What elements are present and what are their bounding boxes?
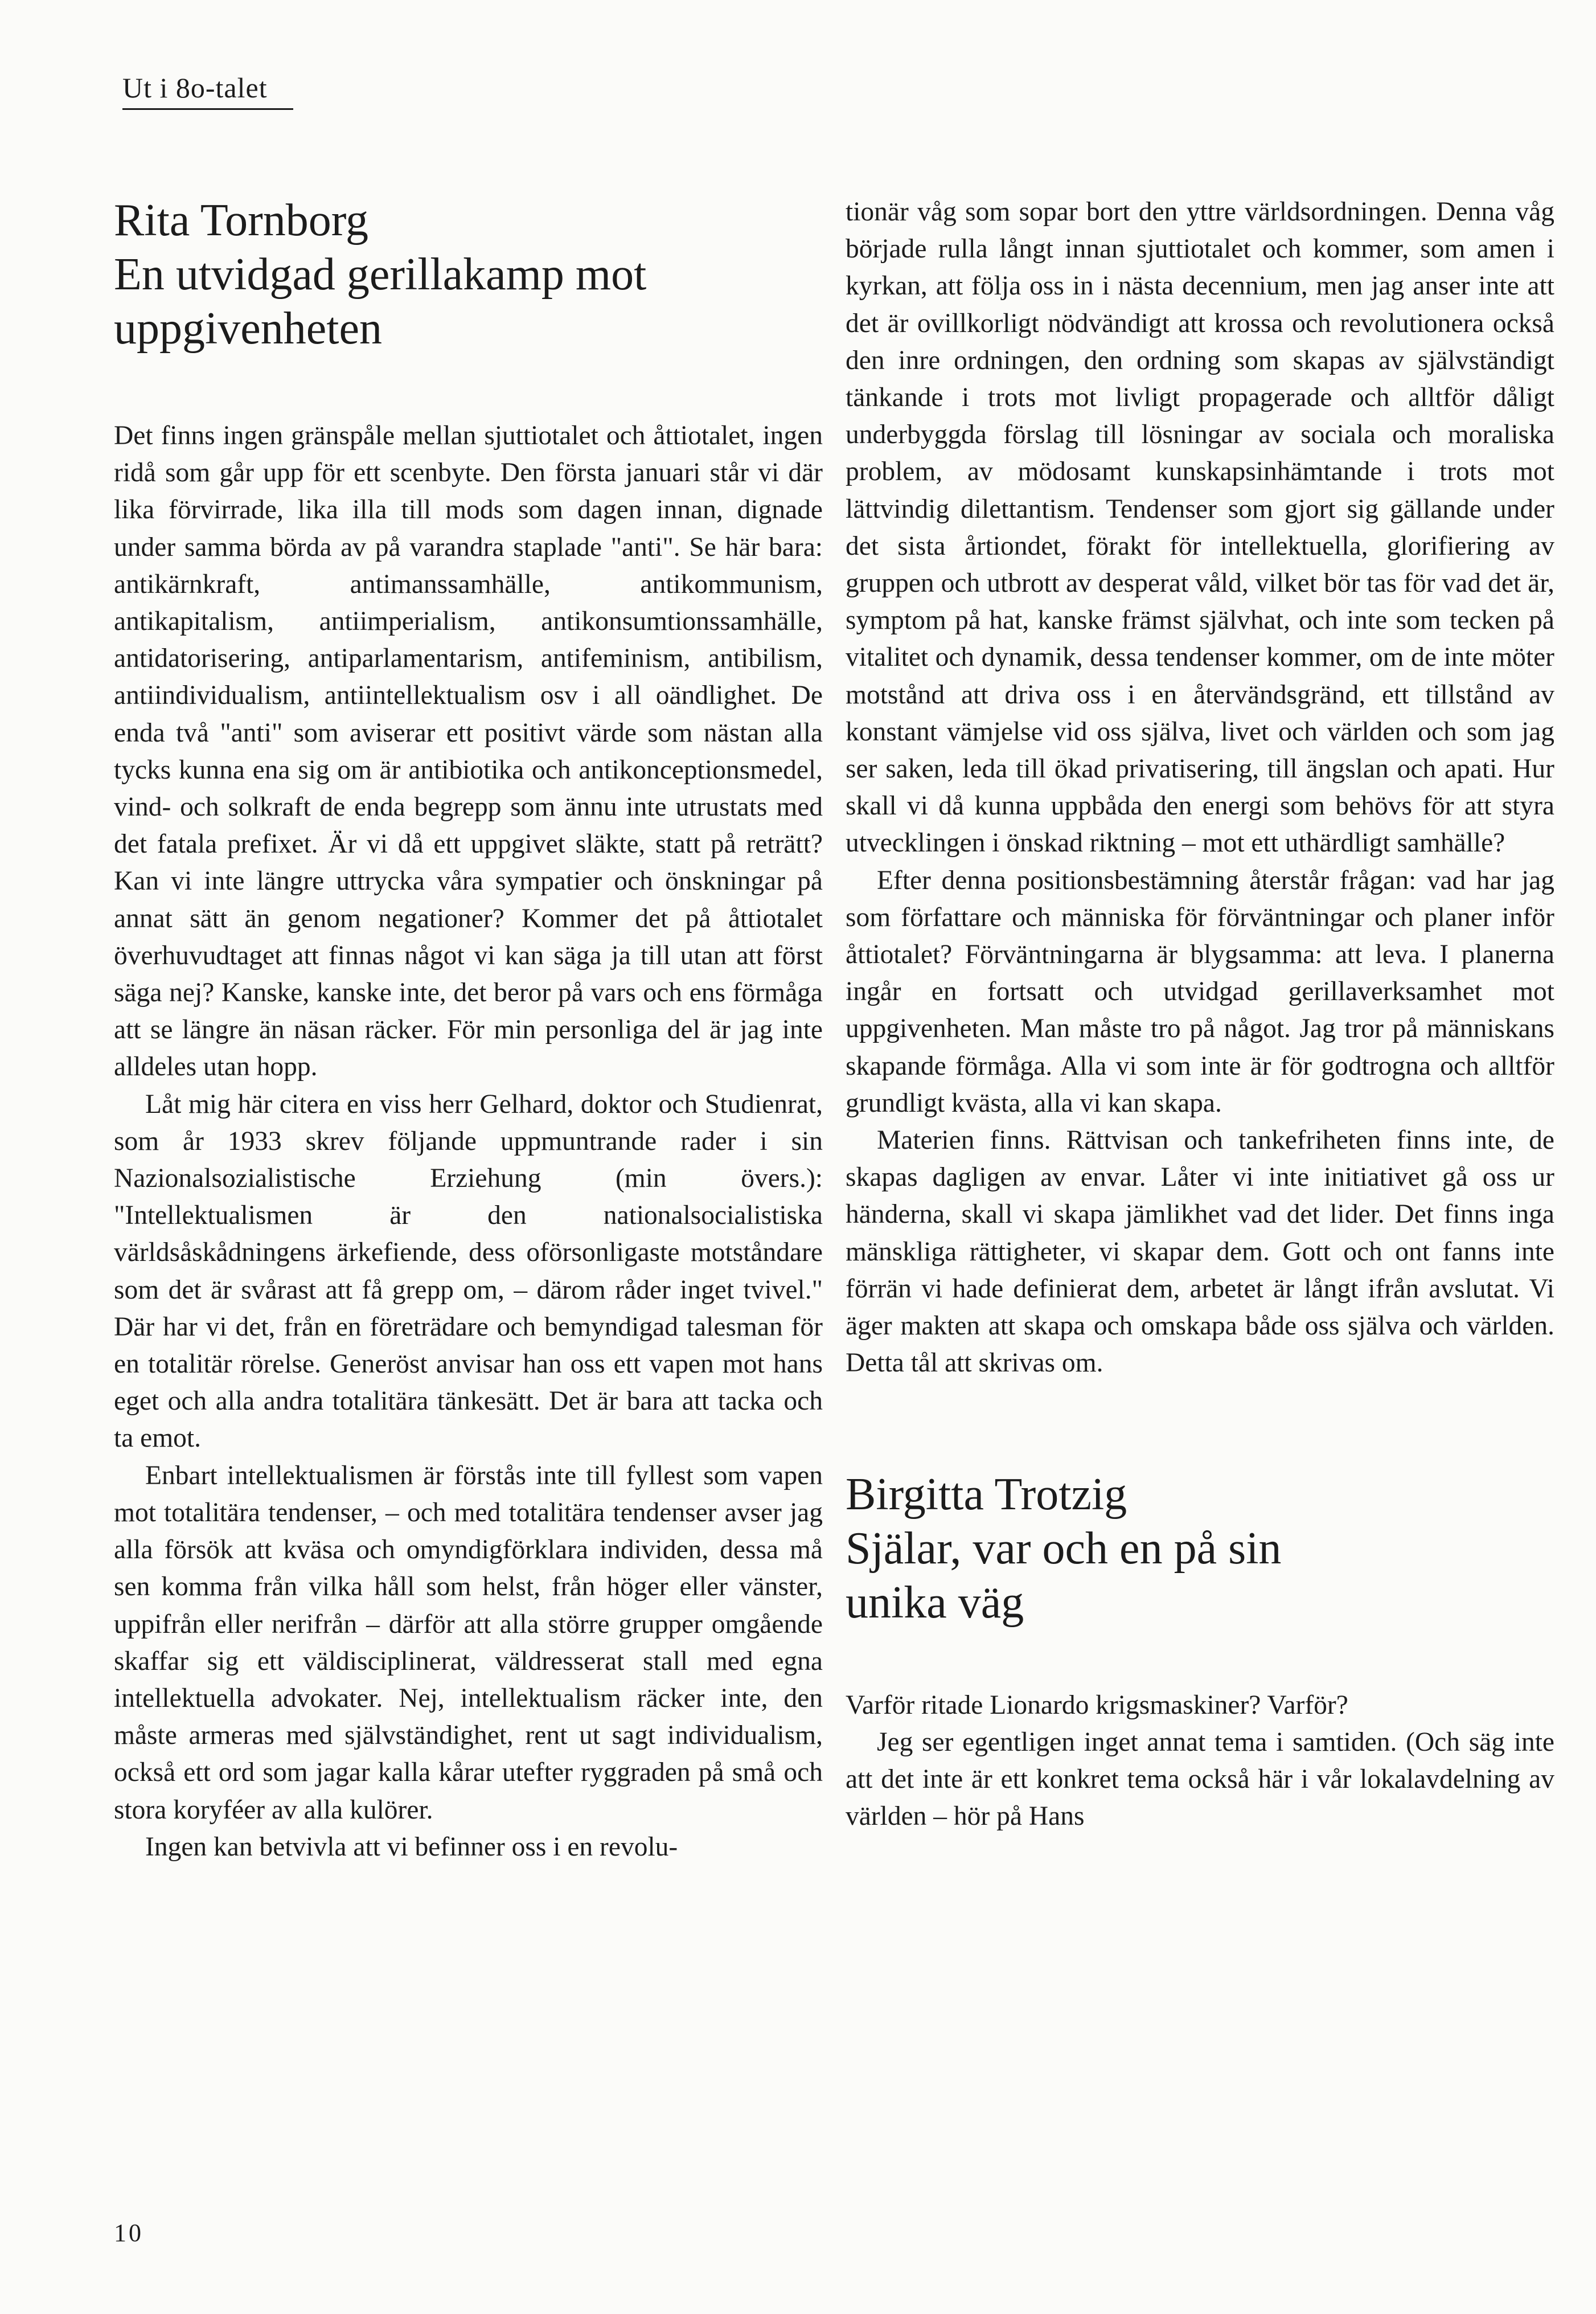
article-title-line-2: unika väg (846, 1577, 1024, 1628)
running-head-rule (122, 108, 293, 110)
left-column (114, 194, 823, 1866)
article-title-line-2: uppgivenheten (114, 304, 382, 354)
article-heading-tornborg (114, 194, 823, 356)
body-paragraph: Ingen kan betvivla att vi befinner oss i en revolu- (145, 1832, 678, 1862)
body-paragraph: Jeg ser egentligen inget annat tema i samtiden. (Och säg inte att det inte är ett konkret tema också här i vår lokalavdelning av världen – hör på Hans (846, 1727, 1554, 1832)
body-paragraph: Materien finns. Rättvisan och tankefriheten finns inte, de skapas dagligen av envar. Låter vi inte initiativet gå oss ur händerna, skall vi skapa jämlikhet vad det lider. Det finns inga mänskliga rättigheter, vi skapar dem. Gott och ont fanns inte förrän vi hade definierat dem, arbetet är långt ifrån avslutat. Vi äger makten att skapa och omskapa både oss själva och världen. Detta tål att skrivas om. (846, 1125, 1554, 1378)
body-paragraph: Låt mig här citera en viss herr Gelhard, doktor och Studienrat, som år 1933 skrev följande uppmuntrande rader i sin Nazionalsozialistische Erziehung (min övers.): "Intellektualismen är den nationalsocialistiska världsåskådningens ärkefiende, dess oförsonligaste motståndare som det är svårast att få grepp om, – därom råder inget tvivel." Där har vi det, från en företrädare och bemyndigad talesman för en totalitär rörelse. Generöst anvisar han oss ett vapen mot hans eget och alla andra totalitära tänkesätt. Det är bara att tacka och ta emot. (114, 1089, 823, 1453)
article-author: Rita Tornborg (114, 195, 368, 245)
body-paragraph: Efter denna positionsbestämning återstår frågan: vad har jag som författare och människa för förväntningar och planer inför åttiotalet? Förväntningarna är blygsamma: att leva. I planerna ingår en fortsatt och utvidgad gerillaverksamhet mot uppgivenheten. Man måste tro på något. Jag tror på människans skapande förmåga. Alla vi som inte är för godtrogna och alltför grundligt kvästa, alla vi kan skapa. (846, 865, 1554, 1118)
page-number: 10 (114, 2219, 143, 2247)
body-paragraph: Enbart intellektualismen är förstås inte till fyllest som vapen mot totalitära tendenser, – och med totalitära tendenser avser jag alla försök att kväsa och omyndigförklara individen, dessa må sen komma från vilka håll som helst, från höger eller vänster, uppifrån eller nerifrån – därför att alla större grupper omgående skaffar sig ett väldisciplinerat, väldresserat stall med egna intellektuella advokater. Nej, intellektualism räcker inte, den måste armeras med självständighet, rent ut sagt individualism, också ett ord som jagar kalla kårar utefter ryggraden på små och stora koryféer av alla kulörer. (114, 1460, 823, 1825)
article-title-line-1: En utvidgad gerillakamp mot (114, 249, 647, 300)
body-paragraph: Varför ritade Lionardo krigsmaskiner? Varför? (846, 1690, 1348, 1720)
article-author: Birgitta Trotzig (846, 1469, 1127, 1520)
right-column (846, 194, 1554, 1835)
article-title-line-1: Själar, var och en på sin (846, 1523, 1282, 1574)
body-paragraph: Det finns ingen gränspåle mellan sjuttiotalet och åttiotalet, ingen ridå som går upp för ett scenbyte. Den första januari står vi där lika förvirrade, lika illa till mods som dagen innan, dignade under samma börda av på varandra staplade "anti". Se här bara: antikärnkraft, antimanssamhälle, antikommunism, antikapitalism, antiimperialism, antikonsumtionssamhälle, antidatorisering, antiparlamentarism, antifeminism, antibilism, antiindividualism, antiintellektualism osv i all oändlighet. De enda två "anti" som aviserar ett positivt värde som nästan alla tycks kunna ena sig om är antibiotika och antikonceptionsmedel, vind- och solkraft de enda begrepp som ännu inte utrustats med det fatala prefixet. Är vi då ett uppgivet släkte, statt på reträtt? Kan vi inte längre uttrycka våra sympatier och önskningar på annat sätt än genom negationer? Kommer det på åttiotalet överhuvudtaget att finnas något vi kan säga ja till utan att först säga nej? Kanske, kanske inte, det beror på vars och ens förmåga att se längre än näsan räcker. För min personliga del är jag inte alldeles utan hopp. (114, 421, 823, 1082)
article-heading-trotzig (846, 1468, 1554, 1630)
section-spacer (846, 1382, 1554, 1468)
running-head: Ut i 8o-talet (122, 72, 268, 104)
body-paragraph: tionär våg som sopar bort den yttre världsordningen. Denna våg började rulla långt innan sjuttiotalet och kommer, som amen i kyrkan, att följa oss in i nästa decennium, men jag anser inte att det är ovillkorligt nödvändigt att krossa och revolutionera också den inre ordningen, den ordning som skapas av självständigt tänkande i trots mot livligt propagerade och alltför dåligt underbyggda förslag till lösningar av sociala och moraliska problem, av mödosamt kunskapsinhämtande i trots mot lättvindig dilettantism. Tendenser som gjort sig gällande under det sista årtiondet, förakt för intellektuella, glorifiering av gruppen och utbrott av desperat våld, vilket bör tas för vad det är, symptom på hat, kanske främst självhat, och inte som tecken på vitalitet och dynamik, dessa tendenser kommer, om de inte möter motstånd att driva oss i en återvändsgränd, ett tillstånd av konstant vämjelse vid oss själva, livet och världen och som jag ser saken, leda till ökad privatisering, till ängslan och apati. Hur skall vi då kunna uppbåda den energi som behövs för att styra utvecklingen i önskad riktning – mot ett uthärdligt samhälle? (846, 197, 1554, 858)
